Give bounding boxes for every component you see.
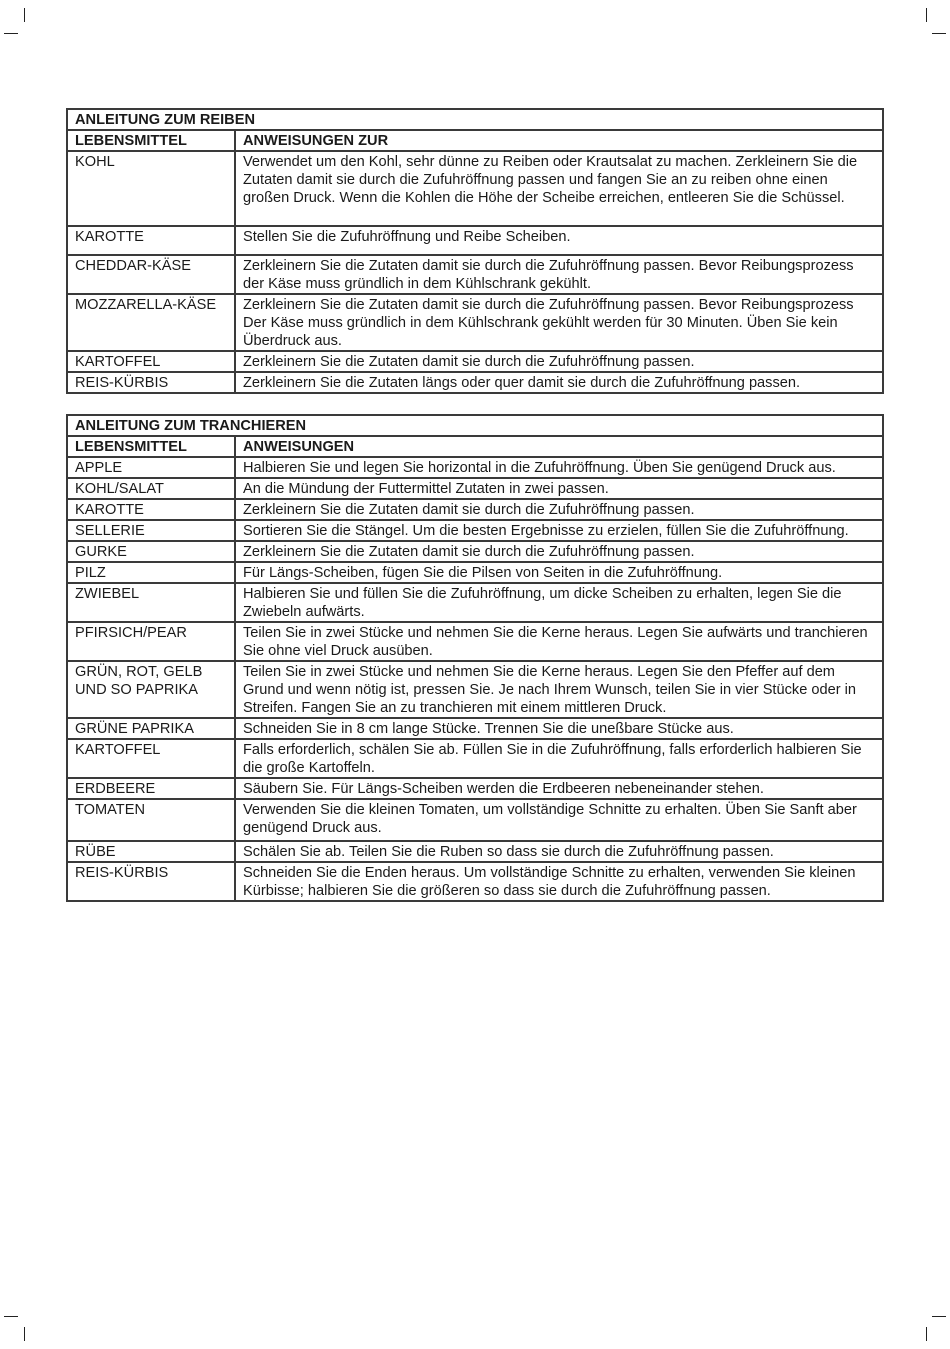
food-cell: PILZ <box>67 562 235 583</box>
table-row <box>67 778 883 799</box>
instruction-cell: Zerkleinern Sie die Zutaten damit sie durch die Zufuhröffnung passen. <box>235 499 883 520</box>
table-row <box>67 541 883 562</box>
food-cell: KAROTTE <box>67 499 235 520</box>
instruction-cell: Zerkleinern Sie die Zutaten damit sie durch die Zufuhröffnung passen. Bevor Reibungsprozess der Käse muss gründlich in dem Kühlschrank gekühlt. <box>235 255 883 294</box>
table-row <box>67 718 883 739</box>
instruction-cell: Zerkleinern Sie die Zutaten damit sie durch die Zufuhröffnung passen. <box>235 351 883 372</box>
food-cell: ZWIEBEL <box>67 583 235 622</box>
instruction-cell: Halbieren Sie und legen Sie horizontal in die Zufuhröffnung. Üben Sie genügend Druck aus. <box>235 457 883 478</box>
crop-mark-bottom-right-v <box>926 1327 927 1341</box>
slicing-col-instructions-header: ANWEISUNGEN <box>235 436 883 457</box>
crop-mark-bottom-left-v <box>24 1327 25 1341</box>
grating-table-title: ANLEITUNG ZUM REIBEN <box>67 109 883 130</box>
instruction-cell: Säubern Sie. Für Längs-Scheiben werden die Erdbeeren nebeneinander stehen. <box>235 778 883 799</box>
table-row <box>67 226 883 255</box>
instruction-cell: An die Mündung der Futtermittel Zutaten in zwei passen. <box>235 478 883 499</box>
instruction-cell: Zerkleinern Sie die Zutaten damit sie durch die Zufuhröffnung passen. <box>235 541 883 562</box>
table-row <box>67 583 883 622</box>
food-cell: MOZZARELLA-KÄSE <box>67 294 235 351</box>
food-cell: GRÜN, ROT, GELB UND SO PAPRIKA <box>67 661 235 718</box>
food-cell: APPLE <box>67 457 235 478</box>
food-cell: KOHL/SALAT <box>67 478 235 499</box>
instruction-cell: Verwendet um den Kohl, sehr dünne zu Reiben oder Krautsalat zu machen. Zerkleinern Sie die Zutaten damit sie durch die Zufuhröffnung passen und fangen Sie an zu reiben ohne einen großen Druck. Wenn die Kohlen die Höhe der Scheibe erreichen, entleeren Sie die Schüssel. <box>235 151 883 226</box>
grating-table-title-row <box>67 109 883 130</box>
food-cell: ERDBEERE <box>67 778 235 799</box>
table-row <box>67 841 883 862</box>
table-row <box>67 499 883 520</box>
table-row <box>67 799 883 841</box>
slicing-col-food-header: LEBENSMITTEL <box>67 436 235 457</box>
instruction-cell: Teilen Sie in zwei Stücke und nehmen Sie die Kerne heraus. Legen Sie aufwärts und tranchieren Sie ohne viel Druck ausüben. <box>235 622 883 661</box>
slicing-table-header-row <box>67 436 883 457</box>
table-row <box>67 622 883 661</box>
instruction-cell: Schneiden Sie die Enden heraus. Um vollständige Schnitte zu erhalten, verwenden Sie kleinen Kürbisse; halbieren Sie die größeren so dass sie durch die Zufuhröffnung passen. <box>235 862 883 901</box>
instruction-cell: Falls erforderlich, schälen Sie ab. Füllen Sie in die Zufuhröffnung, falls erforderlich halbieren Sie die große Kartoffeln. <box>235 739 883 778</box>
food-cell: PFIRSICH/PEAR <box>67 622 235 661</box>
crop-mark-top-left-v <box>24 8 25 22</box>
grating-table-header-row <box>67 130 883 151</box>
instruction-cell: Schneiden Sie in 8 cm lange Stücke. Trennen Sie die uneßbare Stücke aus. <box>235 718 883 739</box>
slicing-table-title: ANLEITUNG ZUM TRANCHIEREN <box>67 415 883 436</box>
table-row <box>67 294 883 351</box>
grating-col-food-header: LEBENSMITTEL <box>67 130 235 151</box>
table-row <box>67 862 883 901</box>
instruction-cell: Sortieren Sie die Stängel. Um die besten Ergebnisse zu erzielen, füllen Sie die Zufuhröffnung. <box>235 520 883 541</box>
instruction-cell: Halbieren Sie und füllen Sie die Zufuhröffnung, um dicke Scheiben zu erhalten, legen Sie die Zwiebeln aufwärts. <box>235 583 883 622</box>
food-cell: KARTOFFEL <box>67 351 235 372</box>
grating-col-instructions-header: ANWEISUNGEN ZUR <box>235 130 883 151</box>
crop-mark-bottom-right-h <box>932 1316 946 1317</box>
instruction-cell: Stellen Sie die Zufuhröffnung und Reibe Scheiben. <box>235 226 883 255</box>
food-cell: TOMATEN <box>67 799 235 841</box>
table-row <box>67 372 883 393</box>
food-cell: RÜBE <box>67 841 235 862</box>
table-row <box>67 255 883 294</box>
food-cell: KOHL <box>67 151 235 226</box>
table-row <box>67 478 883 499</box>
crop-mark-top-left-h <box>4 33 18 34</box>
instruction-cell: Für Längs-Scheiben, fügen Sie die Pilsen von Seiten in die Zufuhröffnung. <box>235 562 883 583</box>
table-row <box>67 520 883 541</box>
crop-mark-bottom-left-h <box>4 1316 18 1317</box>
grating-table <box>66 108 884 394</box>
food-cell: KARTOFFEL <box>67 739 235 778</box>
crop-mark-top-right-v <box>926 8 927 22</box>
table-row <box>67 562 883 583</box>
food-cell: SELLERIE <box>67 520 235 541</box>
table-row <box>67 739 883 778</box>
food-cell: GURKE <box>67 541 235 562</box>
food-cell: REIS-KÜRBIS <box>67 862 235 901</box>
instruction-cell: Schälen Sie ab. Teilen Sie die Ruben so dass sie durch die Zufuhröffnung passen. <box>235 841 883 862</box>
slicing-table <box>66 414 884 902</box>
instruction-cell: Teilen Sie in zwei Stücke und nehmen Sie die Kerne heraus. Legen Sie den Pfeffer auf dem Grund und wenn nötig ist, pressen Sie. Je nach Ihrem Wunsch, teilen Sie in vier Stücke oder in Streifen. Fangen Sie an zu tranchieren mit einem mittleren Druck. <box>235 661 883 718</box>
slicing-table-title-row <box>67 415 883 436</box>
food-cell: CHEDDAR-KÄSE <box>67 255 235 294</box>
instruction-cell: Zerkleinern Sie die Zutaten längs oder quer damit sie durch die Zufuhröffnung passen. <box>235 372 883 393</box>
table-row <box>67 661 883 718</box>
food-cell: KAROTTE <box>67 226 235 255</box>
food-cell: GRÜNE PAPRIKA <box>67 718 235 739</box>
food-cell: REIS-KÜRBIS <box>67 372 235 393</box>
crop-mark-top-right-h <box>932 33 946 34</box>
instruction-cell: Verwenden Sie die kleinen Tomaten, um vollständige Schnitte zu erhalten. Üben Sie Sanft aber genügend Druck aus. <box>235 799 883 841</box>
table-row <box>67 151 883 226</box>
instruction-cell: Zerkleinern Sie die Zutaten damit sie durch die Zufuhröffnung passen. Bevor Reibungsprozess Der Käse muss gründlich in dem Kühlschrank gekühlt werden für 30 Minuten. Üben Sie kein Überdruck aus. <box>235 294 883 351</box>
table-row <box>67 457 883 478</box>
table-row <box>67 351 883 372</box>
